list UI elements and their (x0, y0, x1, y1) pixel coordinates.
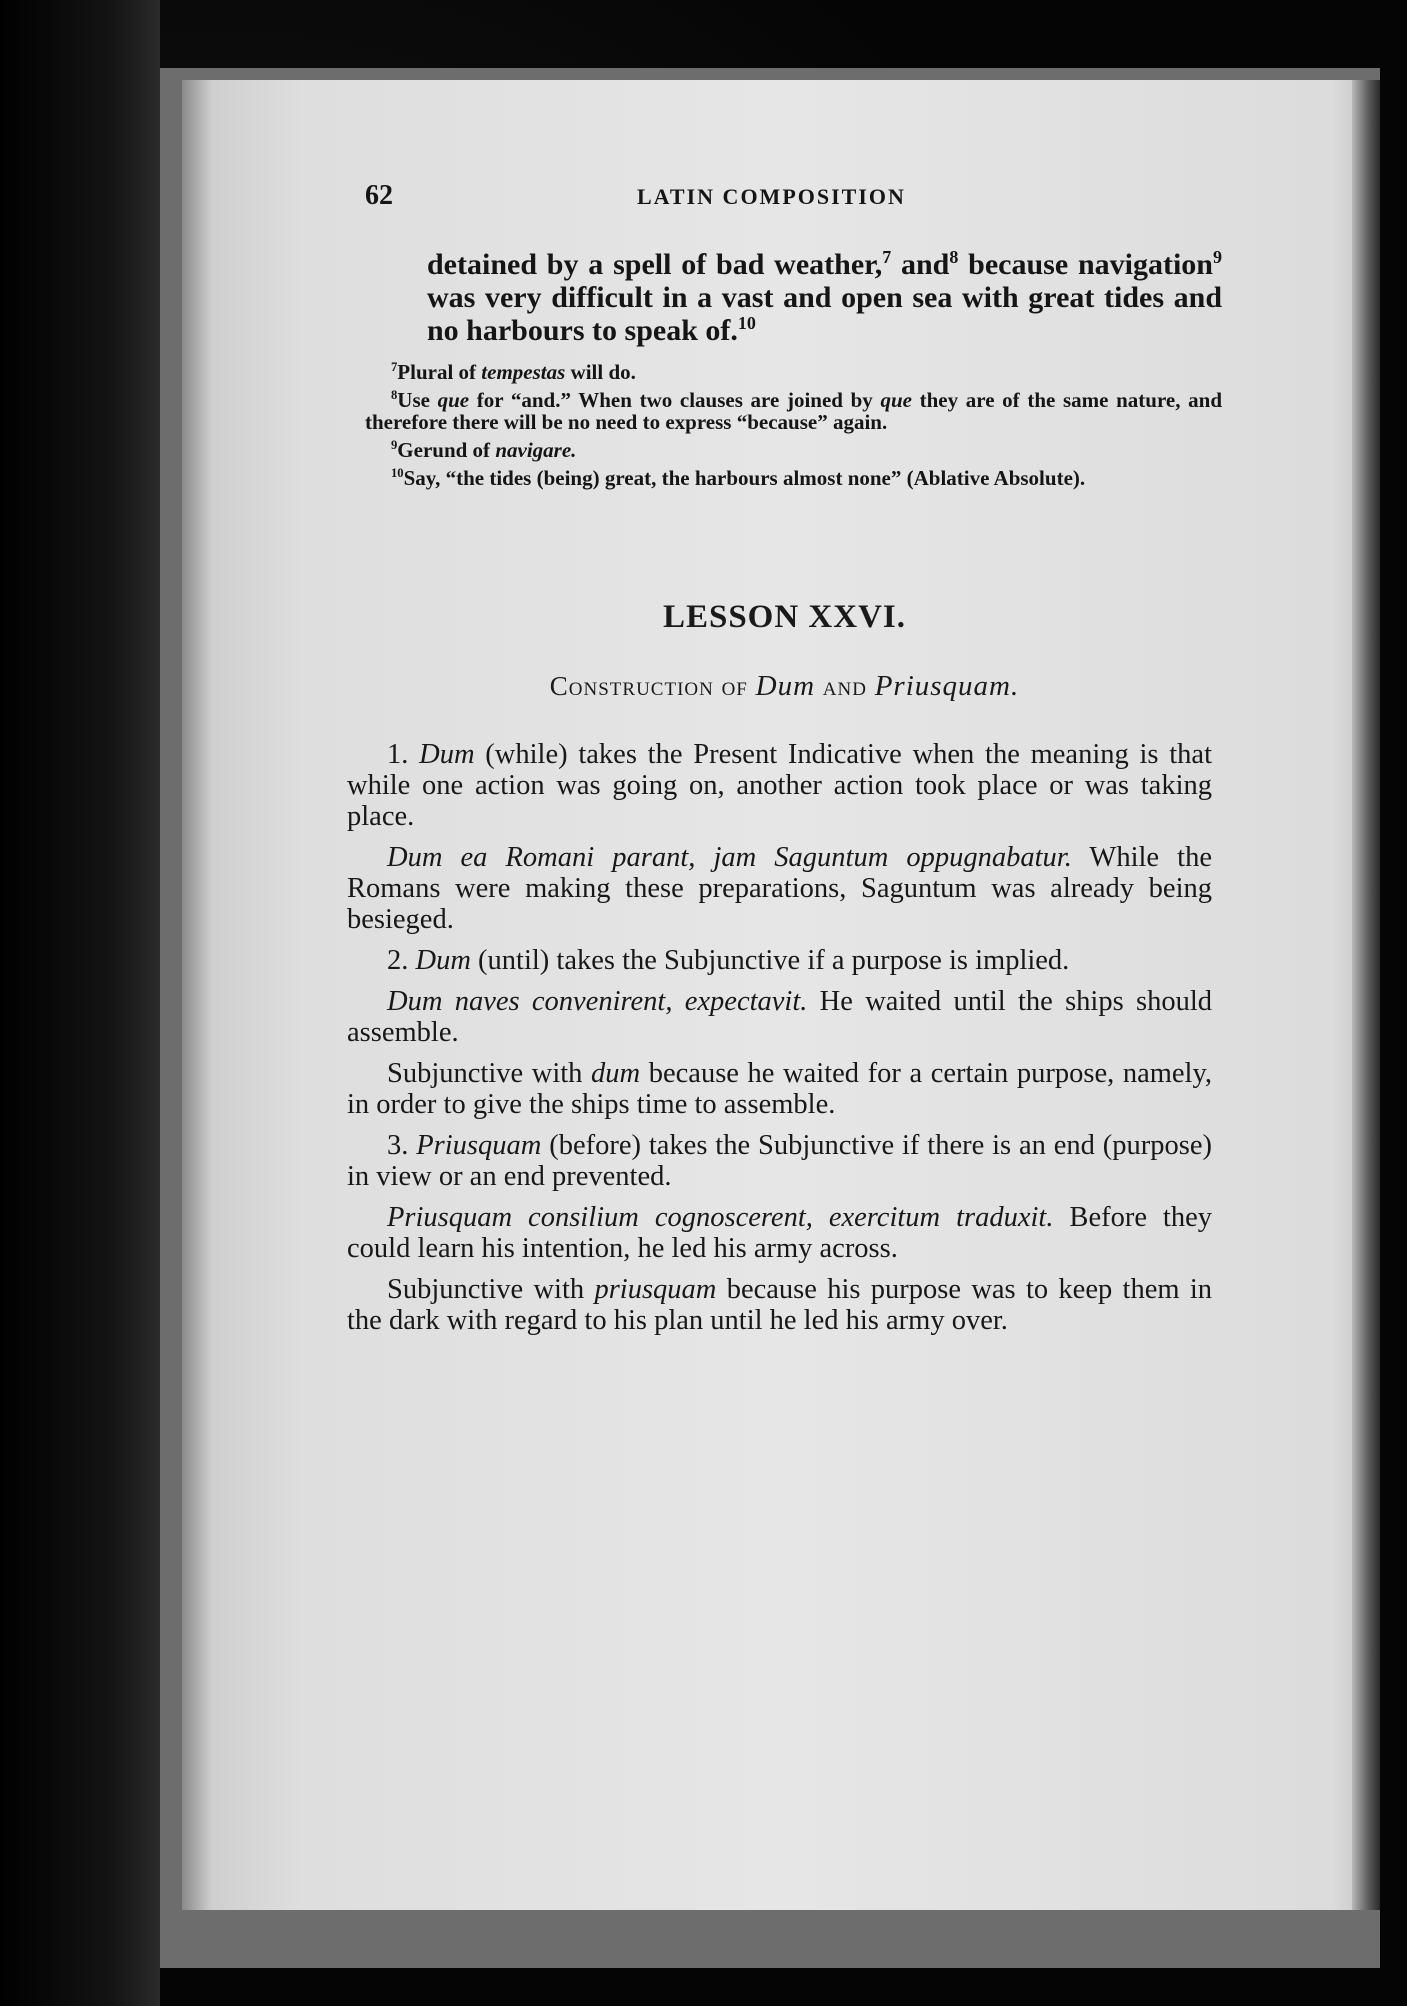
footnote-text: they are of the same nature, and therefore there will be no need to express “because” again. (365, 388, 1222, 434)
footnote-ref: 9 (1213, 247, 1222, 267)
rule-number: 3. (387, 1130, 417, 1161)
paragraph-text: Subjunctive with (387, 1058, 592, 1089)
section-title-italic: Priusquam. (874, 670, 1020, 702)
paragraph-text: (until) takes the Subjunctive if a purpose is implied. (470, 945, 1070, 976)
paragraph-text: (while) takes the Present Indicative when the meaning is that while one action was going on, another action took place or was taking place. (347, 739, 1212, 832)
footnote (365, 467, 1222, 489)
footnote-ref: 8 (949, 247, 959, 267)
footnote (365, 361, 1222, 383)
rule-paragraph (347, 1130, 1212, 1192)
scan-background (0, 0, 160, 2006)
page-gutter (1352, 80, 1380, 1910)
lesson-body (347, 739, 1212, 1336)
rule-paragraph (347, 945, 1212, 976)
footnote-text: will do. (565, 360, 636, 384)
footnote-marker: 8 (391, 388, 398, 402)
paragraph-text: He waited until the ships should assemble. (347, 986, 1212, 1048)
paragraph-text: Before they could learn his intention, he led his army across. (347, 1202, 1213, 1264)
section-title-text: Construction of (549, 671, 756, 701)
footnote-marker: 7 (391, 360, 398, 374)
text-run: and (891, 248, 950, 281)
page-number: 62 (365, 180, 393, 211)
rule-number: 2. (387, 945, 416, 976)
text-run: because navigation (958, 248, 1213, 281)
explanation-paragraph (347, 1058, 1212, 1120)
paragraph-text: because his purpose was to keep them in the dark with regard to his plan until he led his army over. (347, 1274, 1213, 1336)
running-title: LATIN COMPOSITION (637, 184, 906, 209)
footnote-italic: tempestas (481, 360, 566, 384)
latin-term: Priusquam (416, 1130, 542, 1161)
footnote-text: for “and.” When two clauses are joined by (469, 388, 881, 412)
paragraph-text: because he waited for a certain purpose, namely, in order to give the ships time to assemble. (347, 1058, 1212, 1120)
latin-example: Dum ea Romani parant, jam Saguntum oppugnabatur. (387, 842, 1072, 873)
footnote-italic: que (880, 388, 912, 412)
latin-term: priusquam (594, 1274, 717, 1305)
footnotes (365, 361, 1222, 489)
latin-example: Dum naves convenirent, expectavit. (387, 986, 808, 1017)
text-run: detained by a spell of bad weather, (427, 248, 883, 281)
text-run: was very difficult in a vast and open sea with great tides and no harbours to speak of. (427, 281, 1222, 347)
footnote-italic: que (437, 388, 470, 412)
footnote-text: Gerund of (397, 438, 496, 462)
paragraph-text: (before) takes the Subjunctive if there is an end (purpose) in view or an end prevented. (347, 1130, 1212, 1192)
book-page (182, 80, 1380, 1910)
continued-paragraph (427, 248, 1222, 347)
explanation-paragraph (347, 1274, 1212, 1336)
rule-paragraph (347, 739, 1212, 832)
footnote (365, 389, 1222, 433)
footnote-ref: 10 (737, 313, 756, 333)
footnote-text: Use (397, 388, 438, 412)
latin-term: dum (591, 1058, 641, 1089)
example-paragraph (347, 1202, 1212, 1264)
section-title-text: and (815, 671, 875, 701)
example-paragraph (347, 986, 1212, 1048)
footnote-text: Say, “the tides (being) great, the harbours almost none” (Ablative Absolute). (403, 466, 1086, 490)
latin-term: Dum (415, 945, 471, 976)
footnote (365, 439, 1222, 461)
footnote-text: Plural of (397, 360, 482, 384)
footnote-italic: navigare. (495, 438, 577, 462)
footnote-ref: 7 (882, 247, 892, 267)
section-title (347, 670, 1222, 703)
example-paragraph (347, 842, 1212, 935)
section-title-italic: Dum (755, 670, 816, 702)
rule-number: 1. (387, 739, 420, 770)
paragraph-text: While the Romans were making these preparations, Saguntum was already being besieged. (347, 842, 1212, 935)
page-content (347, 180, 1222, 1346)
lesson-title: LESSON XXVI. (662, 599, 907, 635)
paragraph-text: Subjunctive with (387, 1274, 595, 1305)
latin-term: Dum (419, 739, 475, 770)
latin-example: Priusquam consilium cognoscerent, exercitum traduxit. (387, 1202, 1054, 1233)
running-head (347, 180, 1222, 220)
footnote-marker: 10 (391, 466, 404, 480)
footnote-marker: 9 (391, 438, 398, 452)
